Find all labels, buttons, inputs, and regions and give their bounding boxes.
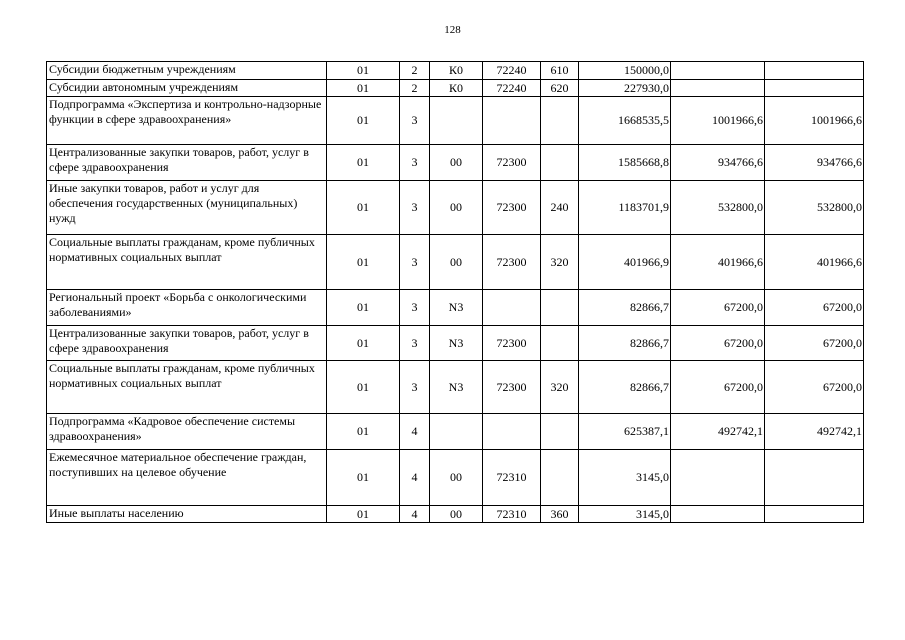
- row-amount-2: 1001966,6: [671, 97, 765, 145]
- row-expense-type: [541, 450, 579, 506]
- row-amount-2: 67200,0: [671, 290, 765, 326]
- row-program-code: N3: [430, 290, 483, 326]
- row-direction-code: [483, 97, 541, 145]
- row-section: 01: [327, 506, 400, 523]
- row-program-code: 00: [430, 506, 483, 523]
- row-subsection: 3: [400, 290, 430, 326]
- row-amount-1: 3145,0: [579, 506, 671, 523]
- row-name: Социальные выплаты гражданам, кроме публичных нормативных социальных выплат: [47, 235, 327, 290]
- row-program-code: N3: [430, 326, 483, 361]
- table-row: [47, 80, 864, 97]
- table-body: [47, 62, 864, 523]
- row-amount-2: 934766,6: [671, 145, 765, 181]
- row-amount-1: 3145,0: [579, 450, 671, 506]
- budget-table: [46, 61, 864, 523]
- row-expense-type: [541, 145, 579, 181]
- row-name: Иные закупки товаров, работ и услуг для обеспечения государственных (муниципальных) нужд: [47, 181, 327, 235]
- row-program-code: [430, 97, 483, 145]
- row-direction-code: 72300: [483, 181, 541, 235]
- row-direction-code: 72300: [483, 361, 541, 414]
- row-subsection: 3: [400, 326, 430, 361]
- row-name: Централизованные закупки товаров, работ, услуг в сфере здравоохранения: [47, 145, 327, 181]
- row-expense-type: [541, 97, 579, 145]
- row-amount-1: 227930,0: [579, 80, 671, 97]
- row-amount-3: [765, 506, 864, 523]
- row-subsection: 4: [400, 414, 430, 450]
- table-row: [47, 290, 864, 326]
- row-name: Подпрограмма «Экспертиза и контрольно-надзорные функции в сфере здравоохранения»: [47, 97, 327, 145]
- row-expense-type: 610: [541, 62, 579, 80]
- row-name: Централизованные закупки товаров, работ, услуг в сфере здравоохранения: [47, 326, 327, 361]
- row-amount-3: 492742,1: [765, 414, 864, 450]
- row-amount-3: 401966,6: [765, 235, 864, 290]
- table-row: [47, 414, 864, 450]
- table-row: [47, 235, 864, 290]
- row-section: 01: [327, 326, 400, 361]
- row-direction-code: 72300: [483, 145, 541, 181]
- row-subsection: 4: [400, 506, 430, 523]
- row-amount-3: 67200,0: [765, 290, 864, 326]
- row-section: 01: [327, 80, 400, 97]
- row-amount-2: [671, 80, 765, 97]
- row-section: 01: [327, 235, 400, 290]
- table-row: [47, 506, 864, 523]
- row-amount-3: 934766,6: [765, 145, 864, 181]
- row-expense-type: 320: [541, 235, 579, 290]
- row-expense-type: [541, 326, 579, 361]
- row-section: 01: [327, 414, 400, 450]
- row-program-code: 00: [430, 450, 483, 506]
- row-section: 01: [327, 97, 400, 145]
- row-section: 01: [327, 361, 400, 414]
- row-direction-code: 72240: [483, 62, 541, 80]
- row-amount-3: [765, 450, 864, 506]
- row-subsection: 2: [400, 80, 430, 97]
- row-subsection: 3: [400, 361, 430, 414]
- page-number: 128: [444, 24, 461, 36]
- row-section: 01: [327, 450, 400, 506]
- row-program-code: N3: [430, 361, 483, 414]
- row-amount-1: 82866,7: [579, 326, 671, 361]
- table-row: [47, 450, 864, 506]
- row-name: Иные выплаты населению: [47, 506, 327, 523]
- row-amount-2: 492742,1: [671, 414, 765, 450]
- table-row: [47, 97, 864, 145]
- row-direction-code: 72300: [483, 326, 541, 361]
- row-name: Ежемесячное материальное обеспечение граждан, поступивших на целевое обучение: [47, 450, 327, 506]
- row-expense-type: 360: [541, 506, 579, 523]
- row-section: 01: [327, 290, 400, 326]
- row-name: Социальные выплаты гражданам, кроме публичных нормативных социальных выплат: [47, 361, 327, 414]
- row-amount-3: 532800,0: [765, 181, 864, 235]
- row-amount-3: [765, 62, 864, 80]
- row-amount-1: 150000,0: [579, 62, 671, 80]
- row-amount-2: [671, 506, 765, 523]
- row-direction-code: 72240: [483, 80, 541, 97]
- row-program-code: К0: [430, 62, 483, 80]
- row-amount-2: [671, 450, 765, 506]
- row-name: Региональный проект «Борьба с онкологическими заболеваниями»: [47, 290, 327, 326]
- row-amount-2: 67200,0: [671, 361, 765, 414]
- row-expense-type: 320: [541, 361, 579, 414]
- row-direction-code: [483, 290, 541, 326]
- row-amount-1: 82866,7: [579, 361, 671, 414]
- row-section: 01: [327, 181, 400, 235]
- row-subsection: 3: [400, 145, 430, 181]
- row-direction-code: 72310: [483, 450, 541, 506]
- row-amount-3: [765, 80, 864, 97]
- table-row: [47, 361, 864, 414]
- row-direction-code: 72310: [483, 506, 541, 523]
- row-amount-1: 1668535,5: [579, 97, 671, 145]
- row-program-code: 00: [430, 181, 483, 235]
- row-amount-1: 1585668,8: [579, 145, 671, 181]
- row-program-code: 00: [430, 145, 483, 181]
- row-amount-1: 1183701,9: [579, 181, 671, 235]
- row-amount-2: [671, 62, 765, 80]
- row-amount-2: 532800,0: [671, 181, 765, 235]
- row-amount-3: 67200,0: [765, 326, 864, 361]
- row-amount-1: 625387,1: [579, 414, 671, 450]
- row-section: 01: [327, 62, 400, 80]
- row-amount-1: 401966,9: [579, 235, 671, 290]
- row-amount-2: 401966,6: [671, 235, 765, 290]
- row-expense-type: 240: [541, 181, 579, 235]
- row-section: 01: [327, 145, 400, 181]
- row-amount-3: 1001966,6: [765, 97, 864, 145]
- row-program-code: 00: [430, 235, 483, 290]
- table-row: [47, 62, 864, 80]
- table-row: [47, 181, 864, 235]
- row-amount-3: 67200,0: [765, 361, 864, 414]
- row-subsection: 3: [400, 97, 430, 145]
- row-subsection: 2: [400, 62, 430, 80]
- row-name: Субсидии автономным учреждениям: [47, 80, 327, 97]
- row-expense-type: [541, 414, 579, 450]
- row-subsection: 3: [400, 181, 430, 235]
- row-amount-1: 82866,7: [579, 290, 671, 326]
- row-subsection: 4: [400, 450, 430, 506]
- row-name: Подпрограмма «Кадровое обеспечение системы здравоохранения»: [47, 414, 327, 450]
- row-direction-code: [483, 414, 541, 450]
- row-name: Субсидии бюджетным учреждениям: [47, 62, 327, 80]
- row-expense-type: 620: [541, 80, 579, 97]
- table-row: [47, 145, 864, 181]
- row-expense-type: [541, 290, 579, 326]
- row-amount-2: 67200,0: [671, 326, 765, 361]
- row-subsection: 3: [400, 235, 430, 290]
- row-program-code: К0: [430, 80, 483, 97]
- row-direction-code: 72300: [483, 235, 541, 290]
- row-program-code: [430, 414, 483, 450]
- table-row: [47, 326, 864, 361]
